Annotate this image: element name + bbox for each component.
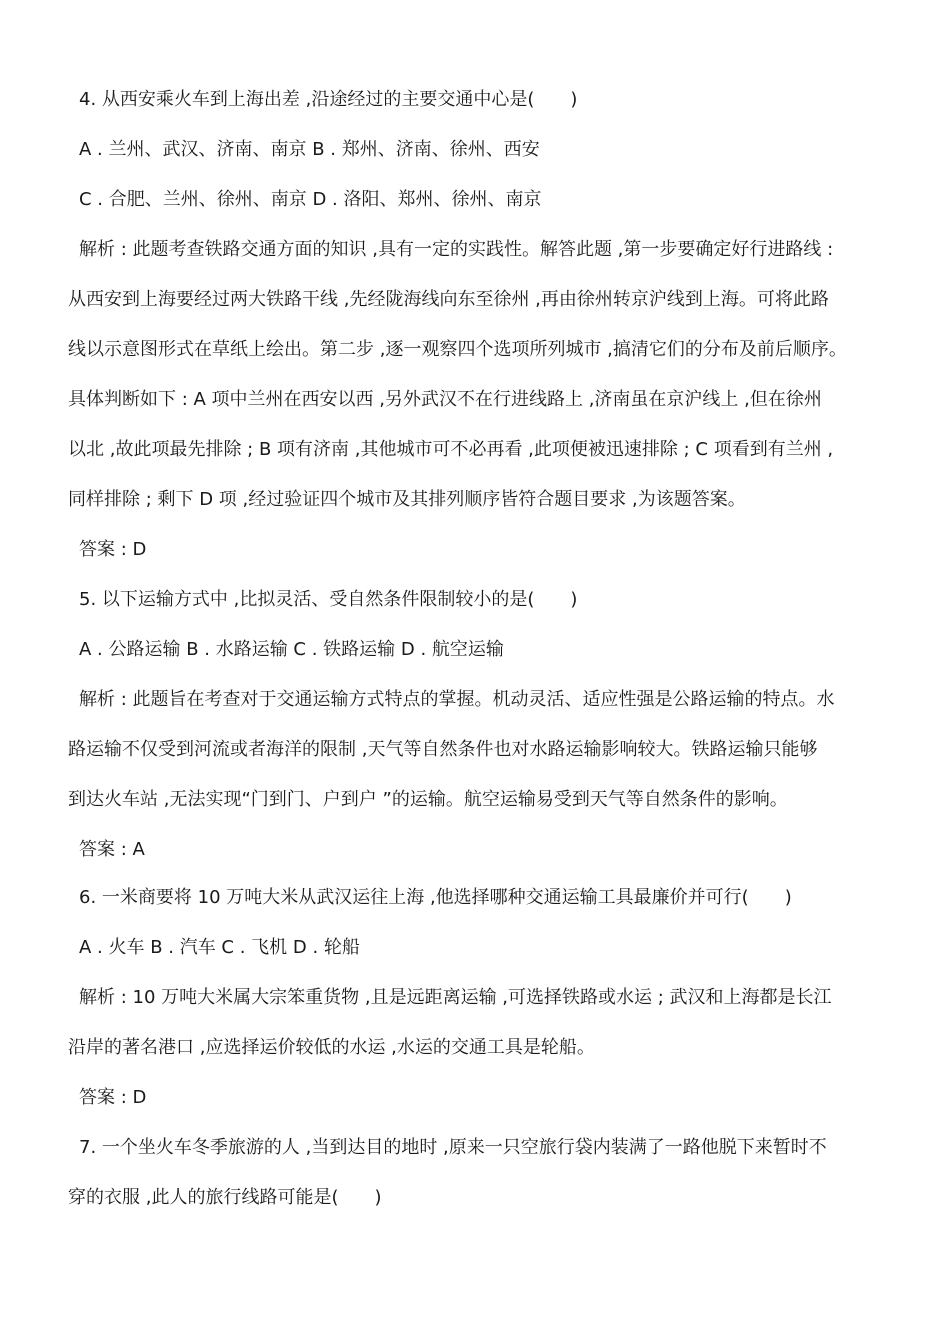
analysis-5-line-2: 路运输不仅受到河流或者海洋的限制 ,天气等自然条件也对水路运输影响较大。铁路运输只能够: [68, 739, 818, 760]
analysis-4-line-1: 解析 : 此题考查铁路交通方面的知识 ,具有一定的实践性。解答此题 ,第一步要确定好行进路线 :: [79, 239, 834, 260]
question-6: 6. 一米商要将 10 万吨大米从武汉运往上海 ,他选择哪种交通运输工具最廉价并可行( ): [79, 887, 792, 908]
question-5: 5. 以下运输方式中 ,比拟灵活、受自然条件限制较小的是( ): [79, 589, 578, 610]
question-6-options: A . 火车 B . 汽车 C . 飞机 D . 轮船: [79, 937, 360, 958]
question-5-options: A . 公路运输 B . 水路运输 C . 铁路运输 D . 航空运输: [79, 639, 504, 660]
answer-6: 答案 : D: [79, 1087, 147, 1108]
question-4-options-ab: A . 兰州、武汉、济南、南京 B . 郑州、济南、徐州、西安: [79, 139, 540, 160]
analysis-5-line-3: 到达火车站 ,无法实现“门到门、户到户 ”的运输。航空运输易受到天气等自然条件的影响。: [68, 789, 788, 810]
analysis-4-line-5: 以北 ,故此项最先排除 ; B 项有济南 ,其他城市可不必再看 ,此项便被迅速排除 ; C 项看到有兰州 ,: [68, 439, 834, 460]
question-4: 4. 从西安乘火车到上海出差 ,沿途经过的主要交通中心是( ): [79, 89, 578, 110]
answer-5: 答案 : A: [79, 839, 145, 860]
question-7-line-2: 穿的衣服 ,此人的旅行线路可能是( ): [68, 1187, 382, 1208]
analysis-4-line-4: 具体判断如下 : A 项中兰州在西安以西 ,另外武汉不在行进线路上 ,济南虽在京沪线上 ,但在徐州: [68, 389, 822, 410]
analysis-6-line-2: 沿岸的著名港口 ,应选择运价较低的水运 ,水运的交通工具是轮船。: [68, 1037, 595, 1058]
analysis-6-line-1: 解析 : 10 万吨大米属大宗笨重货物 ,且是远距离运输 ,可选择铁路或水运 ; 武汉和上海都是长江: [79, 987, 832, 1008]
analysis-5-line-1: 解析 : 此题旨在考查对于交通运输方式特点的掌握。机动灵活、适应性强是公路运输的特点。水: [79, 689, 835, 710]
analysis-4-line-2: 从西安到上海要经过两大铁路干线 ,先经陇海线向东至徐州 ,再由徐州转京沪线到上海。可将此路: [68, 289, 829, 310]
analysis-4-line-3: 线以示意图形式在草纸上绘出。第二步 ,逐一观察四个选项所列城市 ,搞清它们的分布及前后顺序。: [68, 339, 847, 360]
question-4-options-cd: C . 合肥、兰州、徐州、南京 D . 洛阳、郑州、徐州、南京: [79, 189, 542, 210]
answer-4: 答案 : D: [79, 539, 147, 560]
question-7-line-1: 7. 一个坐火车冬季旅游的人 ,当到达目的地时 ,原来一只空旅行袋内装满了一路他脱下来暂时不: [79, 1137, 827, 1158]
analysis-4-line-6: 同样排除 ; 剩下 D 项 ,经过验证四个城市及其排列顺序皆符合题目要求 ,为该题答案。: [68, 489, 746, 510]
